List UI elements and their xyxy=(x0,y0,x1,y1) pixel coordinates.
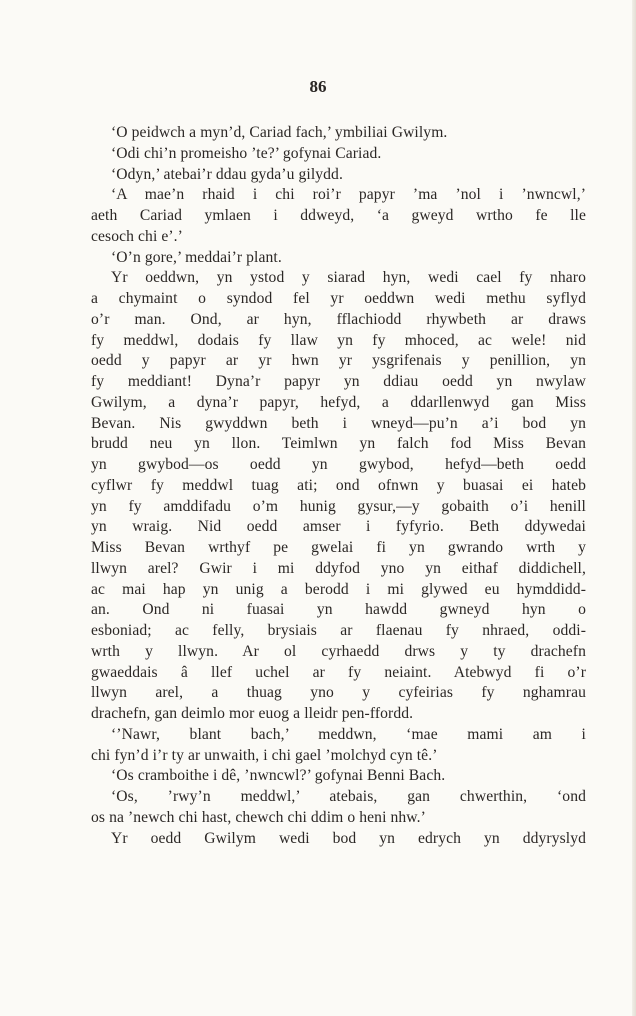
text-line: aeth Cariad ymlaen i ddweyd, ‘a gweyd wrtho fe lle xyxy=(91,207,586,224)
text-line: o’r man. Ond, ar hyn, fflachiodd rhywbeth ar draws xyxy=(91,310,586,328)
text-line: esboniad; ac felly, brysiais ar flaenau fy nhraed, oddi- xyxy=(91,622,586,639)
text-line: cyflwr fy meddwl tuag ati; ond ofnwn y buasai ei hateb xyxy=(91,476,586,494)
text-line: ‘Os, ’rwy’n meddwl,’ atebais, gan chwerthin, ‘ond xyxy=(111,788,586,805)
text-line: yn gwybod—os oedd yn gwybod, hefyd—beth oedd xyxy=(91,456,586,473)
text-line: llwyn arel, a thuag yno y cyfeirias fy nghamrau xyxy=(91,684,586,702)
text-line: Yr oedd Gwilym wedi bod yn edrych yn ddyryslyd xyxy=(111,829,586,847)
text-line: ‘Os cramboithe i dê, ’nwncwl?’ gofynai Benni Bach. xyxy=(111,767,446,785)
text-line: llwyn arel? Gwir i mi ddyfod yno yn eithaf diddichell, xyxy=(91,559,586,577)
text-line: cesoch chi e’.’ xyxy=(91,227,183,245)
text-line: ‘O peidwch a myn’d, Cariad fach,’ ymbiliai Gwilym. xyxy=(111,124,448,141)
text-line: ‘A mae’n rhaid i chi roi’r papyr ’ma ’nol i ’nwncwl,’ xyxy=(111,186,586,204)
text-line: oedd y papyr ar yr hwn yr ysgrifenais y penillion, yn xyxy=(91,352,586,370)
text-line: chi fyn’d i’r ty ar unwaith, i chi gael ’molchyd cyn tê.’ xyxy=(91,746,438,764)
text-line: ‘Odyn,’ atebai’r ddau gyda’u gilydd. xyxy=(111,165,343,183)
text-line: Gwilym, a dyna’r papyr, hefyd, a ddarllenwyd gan Miss xyxy=(91,393,586,411)
text-line: Miss Bevan wrthyf pe gwelai fi yn gwrando wrth y xyxy=(91,539,586,556)
text-line: ac mai hap yn unig a berodd i mi glywed eu hymddidd- xyxy=(91,580,586,598)
text-line: drachefn, gan deimlo mor euog a lleidr pen-ffordd. xyxy=(91,705,414,722)
page-edge xyxy=(632,0,636,1016)
text-line: ‘O’n gore,’ meddai’r plant. xyxy=(111,248,282,266)
text-line: wrth y llwyn. Ar ol cyrhaedd drws y ty drachefn xyxy=(91,642,586,660)
text-line: fy meddwl, dodais fy llaw yn fy mhoced, ac wele! nid xyxy=(91,331,586,349)
text-line: brudd neu yn llon. Teimlwn yn falch fod Miss Bevan xyxy=(91,435,586,453)
text-line: an. Ond ni fuasai yn hawdd gwneyd hyn o xyxy=(91,601,586,619)
text-line: ‘’Nawr, blant bach,’ meddwn, ‘mae mami am i xyxy=(111,725,586,743)
text-line: Yr oeddwn, yn ystod y siarad hyn, wedi cael fy nharo xyxy=(111,269,586,287)
text-line: yn fy amddifadu o’m hunig gysur,—y gobaith o’i henill xyxy=(91,497,586,515)
text-line: Bevan. Nis gwyddwn beth i wneyd—pu’n a’i bod yn xyxy=(91,414,586,432)
text-line: yn wraig. Nid oedd amser i fyfyrio. Beth ddywedai xyxy=(91,518,586,536)
text-line: ‘Odi chi’n promeisho ’te?’ gofynai Cariad. xyxy=(111,144,382,162)
text-line: fy meddiant! Dyna’r papyr yn ddiau oedd yn nwylaw xyxy=(91,373,586,390)
body-text xyxy=(91,123,586,849)
text-line: a chymaint o syndod fel yr oeddwn wedi methu syflyd xyxy=(91,290,586,307)
text-line: os na ’newch chi hast, chewch chi ddim o heni nhw.’ xyxy=(91,808,426,826)
text-line: gwaeddais â llef uchel ar fy neiaint. Atebwyd fi o’r xyxy=(91,663,586,681)
page-number: 86 xyxy=(309,77,327,96)
